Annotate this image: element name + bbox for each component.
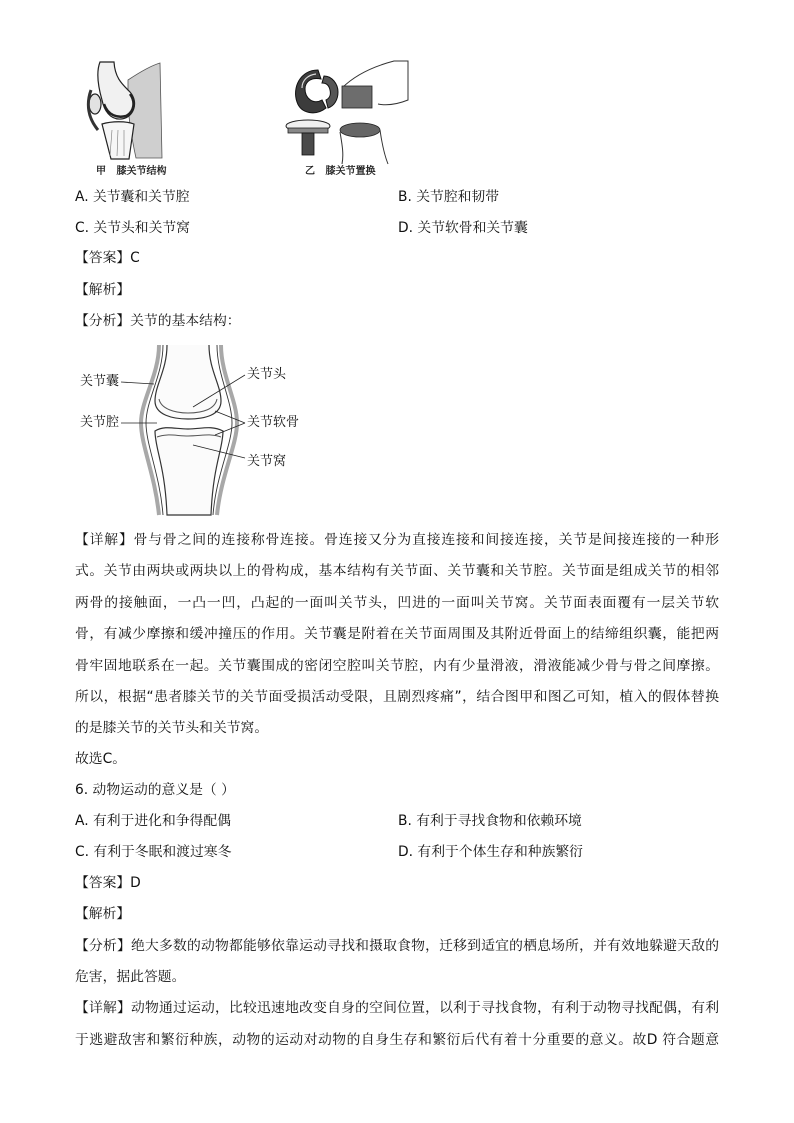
femoral-component	[296, 70, 326, 113]
label-cavity: 关节腔	[80, 415, 120, 430]
q5-option-c: C. 关节头和关节窝	[75, 220, 190, 236]
q5-conclusion: 故选C。	[75, 751, 127, 767]
q6-option-a: A. 有利于进化和争得配偶	[75, 813, 231, 829]
q6-option-b: B. 有利于寻找食物和依赖环境	[398, 813, 582, 829]
knee-replacement-figure	[280, 58, 410, 164]
q5-detail-line: 骨，有减少摩擦和缓冲撞压的作用。关节囊是附着在关节面周围及其附近骨面上的结缔组织囊，能把两	[75, 626, 719, 642]
q5-detail-line: 式。关节由两块或两块以上的骨构成，基本结构有关节面、关节囊和关节腔。关节面是组成关节的相邻	[75, 563, 719, 579]
q6-detail-line: 于逃避敌害和繁衍种族，动物的运动对动物的自身生存和繁衍后代有着十分重要的意义。故D 符合题意	[75, 1032, 719, 1048]
prepared-femur-block	[342, 86, 372, 108]
knee-structure-figure	[82, 60, 182, 162]
capsule-leader	[121, 382, 154, 384]
q5-analysis-heading: 【解析】	[75, 282, 131, 298]
tibial-tray	[288, 128, 328, 133]
q6-question: 6. 动物运动的意义是（ ）	[75, 782, 235, 798]
q5-detail-line: 骨牢固地联系在一起。关节囊围成的密闭空腔叫关节腔，内有少量滑液，滑液能减少骨与骨之间摩擦。	[75, 658, 719, 674]
cartilage-leader-upper	[215, 411, 245, 423]
q5-option-b: B. 关节腔和韧带	[398, 189, 500, 205]
label-socket: 关节窝	[247, 454, 287, 469]
q6-fenxi-line: 危害，据此答题。	[75, 969, 186, 985]
joint-structure-diagram	[75, 345, 307, 515]
q6-detail-line: 【详解】动物通过运动，比较迅速地改变自身的空间位置，以利于寻找食物，有利于动物寻找配偶，有利	[75, 1000, 719, 1016]
q5-detail-line: 两骨的接触面，一凸一凹，凸起的一面叫关节头，凹进的一面叫关节窝。关节面表面覆有一层关节软	[75, 595, 719, 611]
femoral-component-lobe	[322, 76, 338, 108]
q5-detail-line: 的是膝关节的关节头和关节窝。	[75, 720, 269, 736]
right-figure-caption: 乙 膝关节置换	[305, 166, 376, 177]
label-head: 关节头	[247, 367, 287, 382]
tibial-stem	[302, 133, 314, 155]
femur-bone	[98, 62, 135, 119]
tibia-cut-surface	[340, 123, 380, 137]
q5-option-d: D. 关节软骨和关节囊	[398, 220, 528, 236]
q5-answer: 【答案】C	[75, 250, 140, 266]
q6-analysis-heading: 【解析】	[75, 906, 131, 922]
tibia-bone	[102, 122, 134, 159]
left-figure-caption: 甲 膝关节结构	[96, 166, 167, 177]
q6-fenxi-line: 【分析】绝大多数的动物都能够依靠运动寻找和摄取食物，迁移到适宜的栖息场所，并有效地躲避天敌的	[75, 938, 719, 954]
label-cartilage: 关节软骨	[247, 415, 300, 430]
patella	[89, 94, 101, 114]
q6-answer: 【答案】D	[75, 875, 141, 891]
lower-bone	[155, 428, 223, 515]
q6-option-c: C. 有利于冬眠和渡过寒冬	[75, 844, 232, 860]
q5-option-a: A. 关节囊和关节腔	[75, 189, 190, 205]
label-capsule: 关节囊	[80, 374, 120, 389]
q5-fenxi: 【分析】关节的基本结构：	[75, 313, 241, 329]
q5-detail-line: 所以，根据“患者膝关节的关节面受损活动受限，且剧烈疼痛”，结合图甲和图乙可知，植入的假体替换	[75, 689, 719, 705]
q5-detail-line: 【详解】骨与骨之间的连接称骨连接。骨连接又分为直接连接和间接连接，关节是间接连接的一种形	[75, 532, 719, 548]
q6-option-d: D. 有利于个体生存和种族繁衍	[398, 844, 583, 860]
